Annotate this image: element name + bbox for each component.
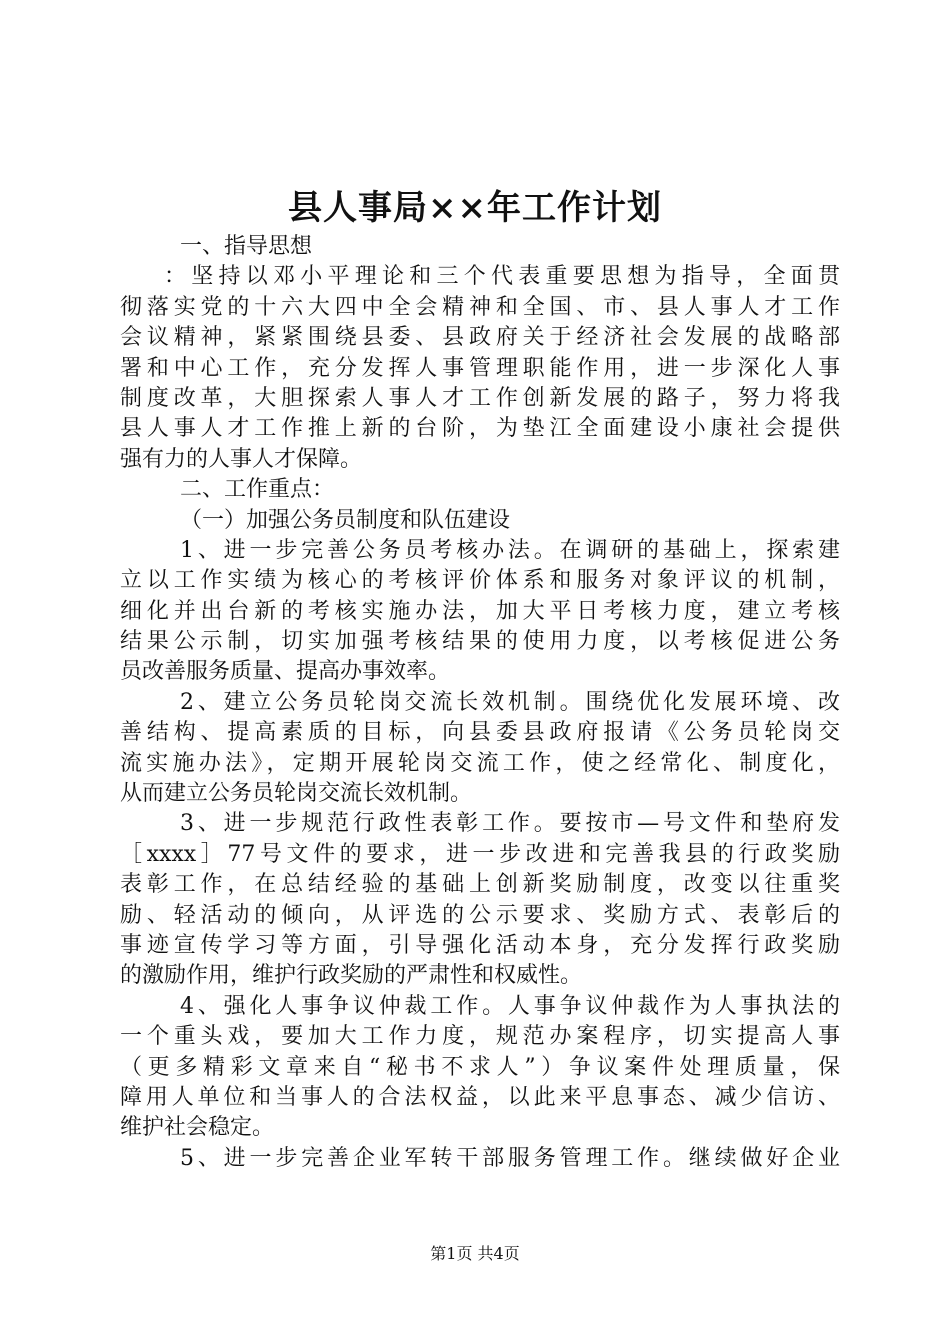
body-line: 事迹宣传学习等方面，引导强化活动本身，充分发挥行政奖励 — [120, 932, 840, 958]
body-line: 县人事人才工作推上新的台阶，为垫江全面建设小康社会提供 — [120, 416, 840, 442]
body-line: 立以工作实绩为核心的考核评价体系和服务对象评议的机制， — [120, 568, 840, 594]
body-line: 员改善服务质量、提高办事效率。 — [120, 659, 451, 685]
body-line: 强有力的人事人才保障。 — [120, 446, 363, 472]
page-footer: 第1页 共4页 — [430, 1244, 520, 1263]
body-line: 障用人单位和当事人的合法权益，以此来平息事态、减少信访、 — [120, 1084, 840, 1110]
body-line: ［xxxx］77号文件的要求，进一步改进和完善我县的行政奖励 — [120, 841, 840, 867]
body-line: 结果公示制，切实加强考核结果的使用力度，以考核促进公务 — [120, 629, 840, 655]
body-line: 从而建立公务员轮岗交流长效机制。 — [120, 781, 473, 807]
body-line: 二、工作重点： — [180, 477, 335, 503]
body-line: 善结构、提高素质的目标，向县委县政府报请《公务员轮岗交 — [120, 720, 840, 746]
document-body — [120, 232, 840, 1174]
body-line: 一、指导思想 — [180, 234, 313, 259]
body-line: 流实施办法》，定期开展轮岗交流工作，使之经常化、制度化， — [120, 750, 840, 776]
body-line: 的激励作用，维护行政奖励的严肃性和权威性。 — [120, 963, 583, 989]
body-line: 4、强化人事争议仲裁工作。人事争议仲裁作为人事执法的 — [180, 993, 840, 1019]
body-line: ：坚持以邓小平理论和三个代表重要思想为指导，全面贯 — [164, 264, 840, 290]
body-line: 署和中心工作，充分发挥人事管理职能作用，进一步深化人事 — [120, 355, 840, 381]
body-line: 维护社会稳定。 — [120, 1115, 275, 1141]
body-line: 3、进一步规范行政性表彰工作。要按市—号文件和垫府发 — [180, 811, 840, 837]
body-line: 表彰工作，在总结经验的基础上创新奖励制度，改变以往重奖 — [120, 872, 840, 898]
body-line: （更多精彩文章来自“秘书不求人”）争议案件处理质量，保 — [120, 1054, 840, 1080]
body-line: 5、进一步完善企业军转干部服务管理工作。继续做好企业 — [180, 1145, 840, 1171]
body-line: 制度改革，大胆探索人事人才工作创新发展的路子，努力将我 — [120, 385, 840, 411]
body-line: 细化并出台新的考核实施办法，加大平日考核力度，建立考核 — [120, 598, 840, 624]
body-line: 2、建立公务员轮岗交流长效机制。围绕优化发展环境、改 — [180, 689, 840, 715]
body-line: 励、轻活动的倾向，从评选的公示要求、奖励方式、表彰后的 — [120, 902, 840, 928]
body-line: 一个重头戏，要加大工作力度，规范办案程序，切实提高人事 — [120, 1024, 840, 1050]
body-line: （一）加强公务员制度和队伍建设 — [180, 507, 511, 533]
body-line: 会议精神，紧紧围绕县委、县政府关于经济社会发展的战略部 — [120, 325, 840, 351]
body-line: 1、进一步完善公务员考核办法。在调研的基础上，探索建 — [180, 537, 840, 563]
body-line: 彻落实党的十六大四中全会精神和全国、市、县人事人才工作 — [120, 294, 840, 320]
document-title: 县人事局××年工作计划 — [288, 188, 662, 228]
